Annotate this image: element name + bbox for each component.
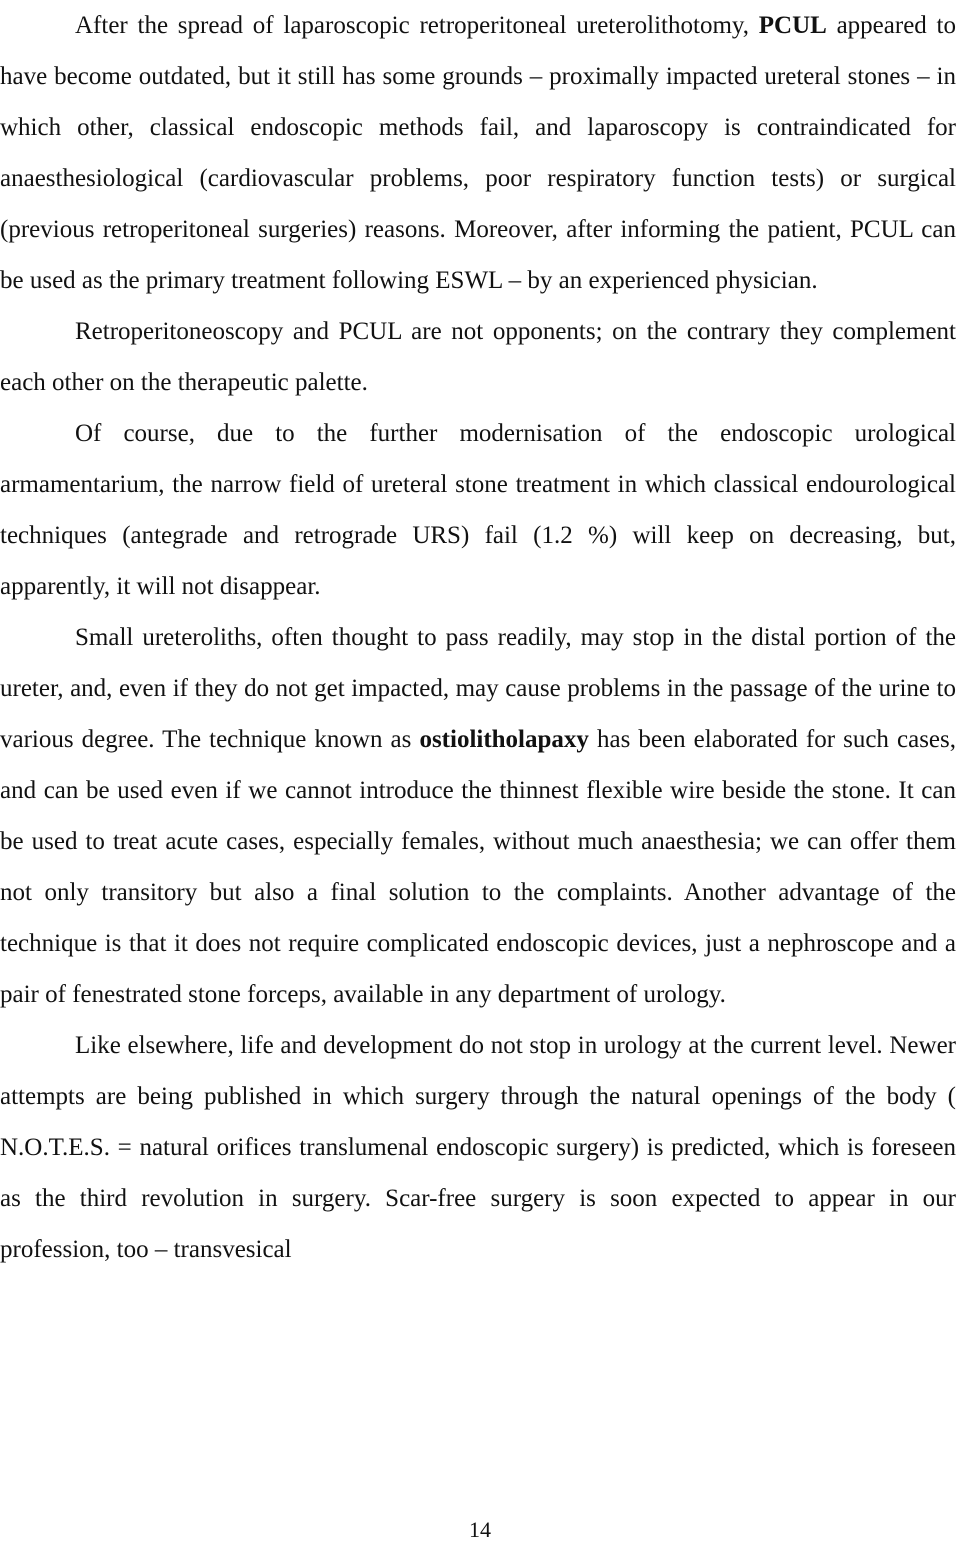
paragraph-modernisation — [0, 408, 956, 612]
paragraph-development — [0, 1020, 956, 1275]
paragraph-development-text: Like elsewhere, life and development do not stop in urology at the current level. Newer attempts are being published in which surgery through the natural openings of the body ( N.O.T.E.S. = natural orifices translumenal endoscopic surgery) is predicted, which is foreseen as the third revolution in surgery. Scar-free surgery is soon expected to appear in our profession, too – transvesical — [0, 1032, 956, 1263]
paragraph-retroperitoneoscopy-text: Retroperitoneoscopy and PCUL are not opponents; on the contrary they complement each other on the therapeutic palette. — [0, 318, 956, 396]
paragraph-pcul-text-1: After the spread of laparoscopic retroperitoneal ureterolithotomy, — [75, 12, 759, 39]
paragraph-pcul — [0, 0, 956, 306]
paragraph-pcul-text-2: appeared to have become outdated, but it still has some grounds – proximally impacted ureteral stones – in which other, classical endoscopic methods fail, and laparoscopy is contraindicated for anaesthesiological (cardiovascular problems, poor respiratory function tests) or surgical (previous retroperitoneal surgeries) reasons. Moreover, after informing the patient, PCUL can be used as the primary treatment following ESWL – by an experienced physician. — [0, 12, 956, 294]
paragraph-ureteroliths-term: ostiolitholapaxy — [419, 726, 589, 753]
paragraph-modernisation-text: Of course, due to the further modernisation of the endoscopic urological armamentarium, the narrow field of ureteral stone treatment in which classical endourological techniques (antegrade and retrograde URS) fail (1.2 %) will keep on decreasing, but, apparently, it will not disappear. — [0, 420, 956, 600]
paragraph-retroperitoneoscopy — [0, 306, 956, 408]
page-number: 14 — [469, 1517, 491, 1542]
paragraph-ureteroliths-text-1: Small ureteroliths, often thought to pass readily, may stop in the distal portion of the ureter, and, even if they do not get impacted, may cause problems in the passage of the urine to various degree. The technique known as — [0, 624, 956, 753]
paragraph-ureteroliths — [0, 612, 956, 1020]
paragraph-pcul-term: PCUL — [758, 12, 827, 39]
paragraph-ureteroliths-text-2: has been elaborated for such cases, and can be used even if we cannot introduce the thinnest flexible wire beside the stone. It can be used to treat acute cases, especially females, without much anaesthesia; we can offer them not only transitory but also a final solution to the complaints. Another advantage of the technique is that it does not require complicated endoscopic devices, just a nephroscope and a pair of fenestrated stone forceps, available in any department of urology. — [0, 726, 957, 1008]
